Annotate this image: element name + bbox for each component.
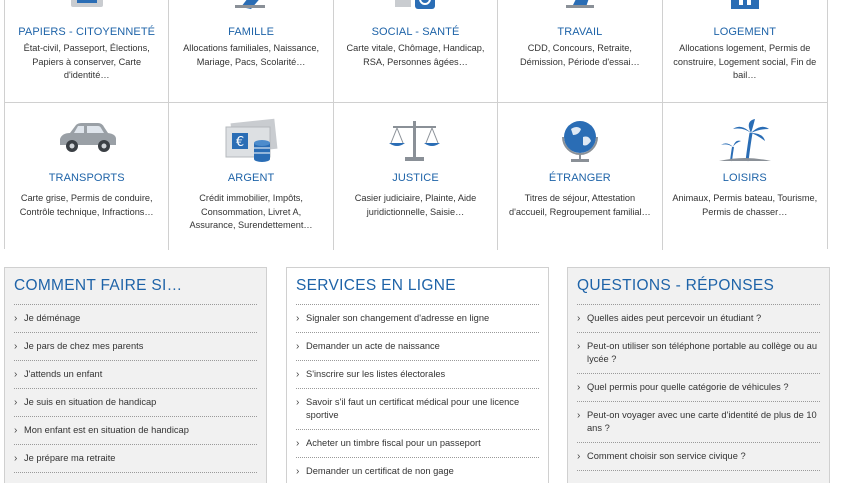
- tile-title: ARGENT: [227, 172, 275, 184]
- list-item-label: Mon enfant est en situation de handicap: [24, 425, 189, 435]
- panel-questions-reponses: [567, 267, 830, 483]
- list-item[interactable]: [14, 305, 257, 333]
- money-icon: [218, 117, 284, 165]
- car-icon: [54, 117, 120, 157]
- tile-desc: Crédit immobilier, Impôts, Consommation, Livret A, Assurance, Surendettement…: [189, 193, 313, 230]
- panel-list: [577, 305, 820, 471]
- panel-comment-faire: [4, 267, 267, 483]
- palm-tree-icon: [715, 117, 775, 165]
- list-item[interactable]: [14, 389, 257, 417]
- list-item[interactable]: [296, 389, 539, 430]
- tile-desc: CDD, Concours, Retraite, Démission, Période d'essai…: [520, 43, 640, 67]
- list-item-label: Signaler son changement d'adresse en ligne: [306, 313, 490, 323]
- tile-title: JUSTICE: [392, 172, 439, 184]
- list-item-label: Je suis en situation de handicap: [24, 397, 157, 407]
- list-item[interactable]: [14, 417, 257, 445]
- tile-title: PAPIERS - CITOYENNETÉ: [18, 26, 156, 38]
- tile-desc: Allocations logement, Permis de construire, Logement social, Fin de bail…: [673, 43, 817, 80]
- list-item-label: Comment choisir son service civique ?: [587, 451, 746, 461]
- panel-list: [296, 305, 539, 483]
- family-icon: [221, 0, 281, 13]
- list-item-label: Peut-on utiliser son téléphone portable au collège ou au lycée ?: [587, 341, 818, 364]
- list-item[interactable]: [296, 305, 539, 333]
- chevron-right-icon: ›: [296, 369, 300, 380]
- tile-title: TRANSPORTS: [48, 172, 125, 184]
- chevron-right-icon: ›: [296, 397, 300, 408]
- panel-title: COMMENT FAIRE SI…: [14, 277, 257, 305]
- list-item[interactable]: [14, 361, 257, 389]
- list-item[interactable]: [296, 333, 539, 361]
- list-item[interactable]: [577, 305, 820, 333]
- list-item-label: S'inscrire sur les listes électorales: [306, 369, 446, 379]
- list-item-label: Je déménage: [24, 313, 81, 323]
- scales-icon: [385, 117, 445, 165]
- chevron-right-icon: ›: [577, 313, 581, 324]
- tile-title: ÉTRANGER: [548, 172, 611, 184]
- tile-desc: Carte grise, Permis de conduire, Contrôle technique, Infractions…: [19, 193, 154, 217]
- health-icon: [385, 0, 445, 13]
- chevron-right-icon: ›: [14, 397, 18, 408]
- chevron-right-icon: ›: [14, 453, 18, 464]
- list-item[interactable]: [14, 445, 257, 473]
- tile-papiers[interactable]: [5, 0, 169, 103]
- list-item-label: Quelles aides peut percevoir un étudiant ?: [587, 313, 762, 323]
- tile-famille[interactable]: [169, 0, 333, 103]
- tile-desc: Animaux, Permis bateau, Tourisme, Permis de chasser…: [672, 193, 818, 217]
- chevron-right-icon: ›: [296, 313, 300, 324]
- tile-argent[interactable]: [169, 103, 333, 250]
- passport-icon: [57, 0, 117, 13]
- panel-title: QUESTIONS - RÉPONSES: [577, 277, 820, 305]
- tile-transports[interactable]: [5, 103, 169, 250]
- house-icon: [715, 0, 775, 13]
- tile-etranger[interactable]: [498, 103, 662, 250]
- tile-title: LOISIRS: [722, 172, 767, 184]
- chevron-right-icon: ›: [14, 341, 18, 352]
- chevron-right-icon: ›: [296, 341, 300, 352]
- tile-travail[interactable]: [498, 0, 662, 103]
- tile-title: FAMILLE: [228, 26, 275, 38]
- list-item-label: Demander un acte de naissance: [306, 341, 440, 351]
- tile-desc: Casier judiciaire, Plainte, Aide juridictionnelle, Saisie…: [354, 193, 477, 217]
- tile-desc: Carte vitale, Chômage, Handicap, RSA, Personnes âgées…: [346, 43, 485, 67]
- list-item-label: Je prépare ma retraite: [24, 453, 116, 463]
- list-item-label: Acheter un timbre fiscal pour un passeport: [306, 438, 481, 448]
- chevron-right-icon: ›: [577, 382, 581, 393]
- globe-icon: [555, 117, 605, 167]
- list-item-label: Demander un certificat de non gage: [306, 466, 454, 476]
- svg-text:€: €: [235, 135, 245, 150]
- list-item[interactable]: [577, 402, 820, 443]
- list-item[interactable]: [577, 333, 820, 374]
- chevron-right-icon: ›: [14, 425, 18, 436]
- tile-social[interactable]: [334, 0, 498, 103]
- list-item[interactable]: [14, 333, 257, 361]
- list-item-label: Je pars de chez mes parents: [24, 341, 144, 351]
- tile-logement[interactable]: [663, 0, 827, 103]
- chevron-right-icon: ›: [577, 451, 581, 462]
- tile-title: TRAVAIL: [557, 26, 603, 38]
- tile-desc: Allocations familiales, Naissance, Mariage, Pacs, Scolarité…: [183, 43, 320, 67]
- tile-desc: État-civil, Passeport, Élections, Papiers à conserver, Carte d'identité…: [23, 43, 150, 80]
- panel-services-en-ligne: [286, 267, 549, 483]
- panel-title: SERVICES EN LIGNE: [296, 277, 539, 305]
- tile-justice[interactable]: [334, 103, 498, 250]
- list-item-label: J'attends un enfant: [24, 369, 103, 379]
- list-item[interactable]: [296, 430, 539, 458]
- list-item[interactable]: [577, 443, 820, 471]
- chevron-right-icon: ›: [577, 410, 581, 421]
- list-item[interactable]: [296, 361, 539, 389]
- briefcase-icon: [550, 0, 610, 13]
- chevron-right-icon: ›: [14, 313, 18, 324]
- category-grid: [4, 0, 828, 249]
- tile-desc: Titres de séjour, Attestation d'accueil, Regroupement familial…: [509, 193, 651, 217]
- list-item-label: Peut-on voyager avec une carte d'identité de plus de 10 ans ?: [587, 410, 817, 433]
- chevron-right-icon: ›: [296, 466, 300, 477]
- list-item-label: Quel permis pour quelle catégorie de véhicules ?: [587, 382, 789, 392]
- tile-loisirs[interactable]: [663, 103, 827, 250]
- chevron-right-icon: ›: [14, 369, 18, 380]
- panel-list: [14, 305, 257, 473]
- list-item[interactable]: [577, 374, 820, 402]
- list-item[interactable]: [296, 458, 539, 483]
- list-item-label: Savoir s'il faut un certificat médical pour une licence sportive: [306, 397, 520, 420]
- chevron-right-icon: ›: [577, 341, 581, 352]
- tile-title: SOCIAL - SANTÉ: [371, 26, 460, 38]
- tile-title: LOGEMENT: [713, 26, 777, 38]
- chevron-right-icon: ›: [296, 438, 300, 449]
